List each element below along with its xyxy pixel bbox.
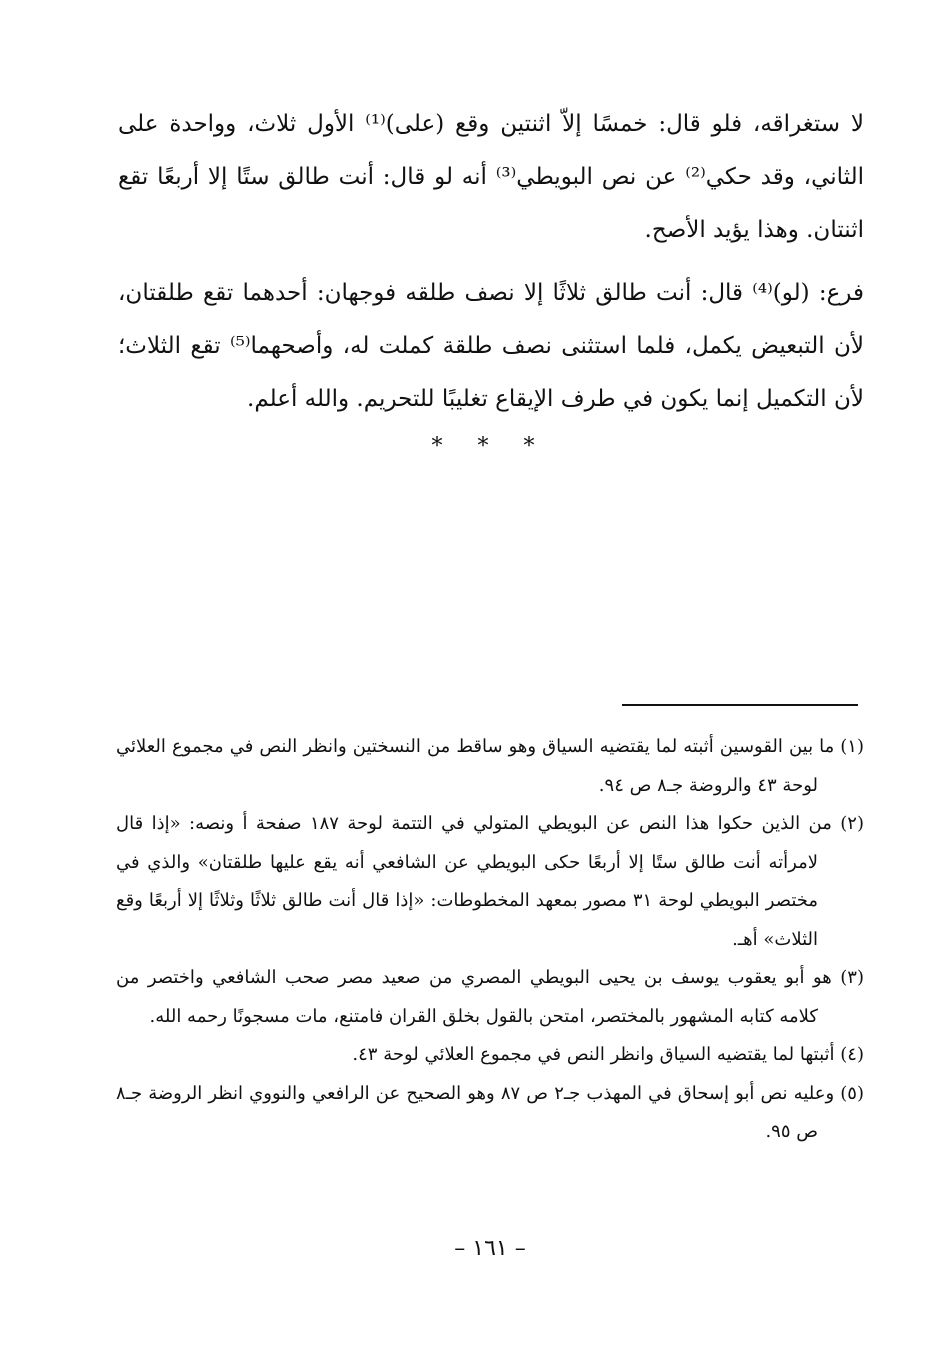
footnote-1: (١) ما بين القوسين أثبته لما يقتضيه السياق وهو ساقط من النسختين وانظر النص في مجموع العلائي لوحة ٤٣ والروضة جـ٨ ص ٩٤.	[116, 736, 864, 796]
footnote-5: (٥) وعليه نص أبو إسحاق في المهذب جـ٢ ص ٨٧ وهو الصحيح عن الرافعي والنووي انظر الروضة جـ٨ ص ٩٥.	[116, 1082, 864, 1142]
footnote-3: (٣) هو أبو يعقوب يوسف بن يحيى البويطي المصري من صعيد مصر صحب الشافعي واختصر من كلامه كتابه المشهور بالمختصر، امتحن بالقول بخلق القران فامتنع، مات مسجونًا رحمه الله.	[116, 967, 864, 1027]
paragraph-1: لا ستغراقه، فلو قال: خمسًا إلاّ اثنتين وقع (على)⁽¹⁾ الأول ثلاث، وواحدة على الثاني، وقد حكي⁽²⁾ عن نص البويطي⁽³⁾ أنه لو قال: أنت طالق ستًا إلا أربعًا تقع اثنتان. وهذا يؤيد الأصح.	[118, 111, 865, 243]
paragraph-2: فرع: (لو)⁽⁴⁾ قال: أنت طالق ثلاثًا إلا نصف طلقه فوجهان: أحدهما تقع طلقتان، لأن التبعيض يكمل، فلما استثنى نصف طلقة كملت له، وأصحهما⁽⁵⁾ تقع الثلاث؛ لأن التكميل إنما يكون في طرف الإيقاع تغليبًا للتحريم. والله أعلم.	[118, 280, 864, 412]
main-text	[118, 98, 864, 426]
section-separator: * * *	[431, 434, 549, 459]
page-number: – ١٦١ –	[454, 1236, 526, 1261]
footnote-2: (٢) من الذين حكوا هذا النص عن البويطي المتولي في التتمة لوحة ١٨٧ صفحة أ ونصه: «إذا قال لامرأته أنت طالق ستًا إلا أربعًا حكى البويطي عن الشافعي أنه يقع عليها طلقتان» والذي في مختصر البويطي لوحة ٣١ مصور بمعهد المخطوطات: «إذا قال أنت طالق ثلاثًا وثلاثًا إلا أربعًا وقع الثلاث» أهـ.	[116, 813, 864, 950]
footnotes	[116, 728, 864, 1152]
footnote-4: (٤) أثبتها لما يقتضيه السياق وانظر النص في مجموع العلائي لوحة ٤٣.	[352, 1044, 864, 1065]
footnote-divider	[622, 704, 858, 706]
